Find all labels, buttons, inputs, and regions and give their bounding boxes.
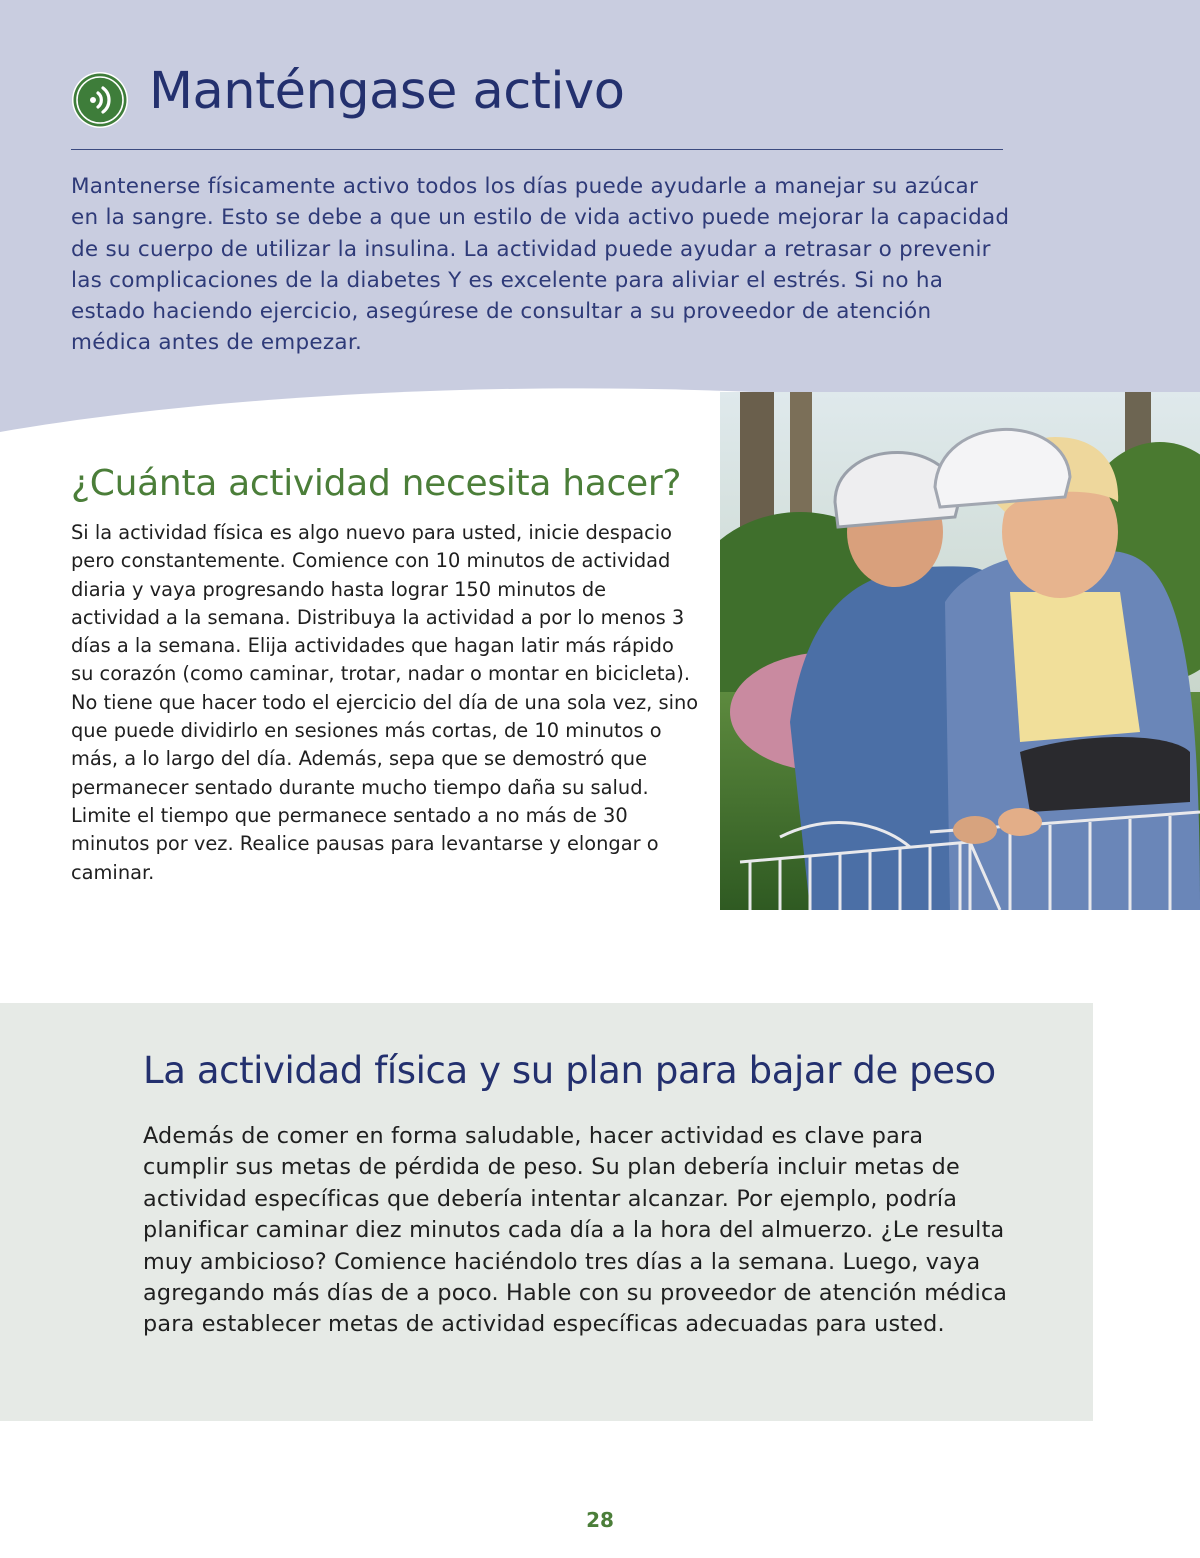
title-divider <box>71 149 1003 150</box>
page-title: Manténgase activo <box>149 62 625 121</box>
intro-paragraph: Mantenerse físicamente activo todos los días puede ayudarle a manejar su azúcar en la sangre. Esto se debe a que un estilo de vida activo puede mejorar la capacidad de su cuerpo de utilizar la insulina. La actividad puede ayudar a retrasar o prevenir las complicaciones de la diabetes Y es excelente para aliviar el estrés. Si no ha estado haciendo ejercicio, asegúrese de consultar a su proveedor de atención médica antes de empezar. <box>71 174 1010 356</box>
weight-section-title: La actividad física y su plan para bajar de peso <box>143 1049 996 1092</box>
activity-section-title: ¿Cuánta actividad necesita hacer? <box>71 463 682 504</box>
activity-section-body: Si la actividad física es algo nuevo para usted, inicie despacio pero constantemente. Comience con 10 minutos de actividad diaria y vaya progresando hasta lograr 150 minutos de actividad a la semana. Distribuya la actividad a por lo menos 3 días a la semana. Elija actividades que hagan latir más rápido su corazón (como caminar, trotar, nadar o montar en bicicleta). No tiene que hacer todo el ejercicio del día de una sola vez, sino que puede dividirlo en sesiones más cortas, de 10 minutos o más, a lo largo del día. Además, sepa que se demostró que permanecer sentado durante mucho tiempo daña su salud. Limite el tiempo que permanece sentado a no más de 30 minutos por vez. Realice pausas para levantarse y elongar o caminar. <box>71 521 699 884</box>
weight-section-body: Además de comer en forma saludable, hacer actividad es clave para cumplir sus metas de pérdida de peso. Su plan debería incluir metas de actividad específicas que debería intentar alcanzar. Por ejemplo, podría planificar caminar diez minutos cada día a la hora del almuerzo. ¿Le resulta muy ambicioso? Comience haciéndolo tres días a la semana. Luego, vaya agregando más días de a poco. Hable con su proveedor de atención médica para establecer metas de actividad específicas adecuadas para usted. <box>143 1123 1008 1338</box>
page-number: 28 <box>586 1508 614 1532</box>
cyclists-photo <box>720 392 1200 910</box>
audio-speaker-icon[interactable] <box>71 71 129 129</box>
